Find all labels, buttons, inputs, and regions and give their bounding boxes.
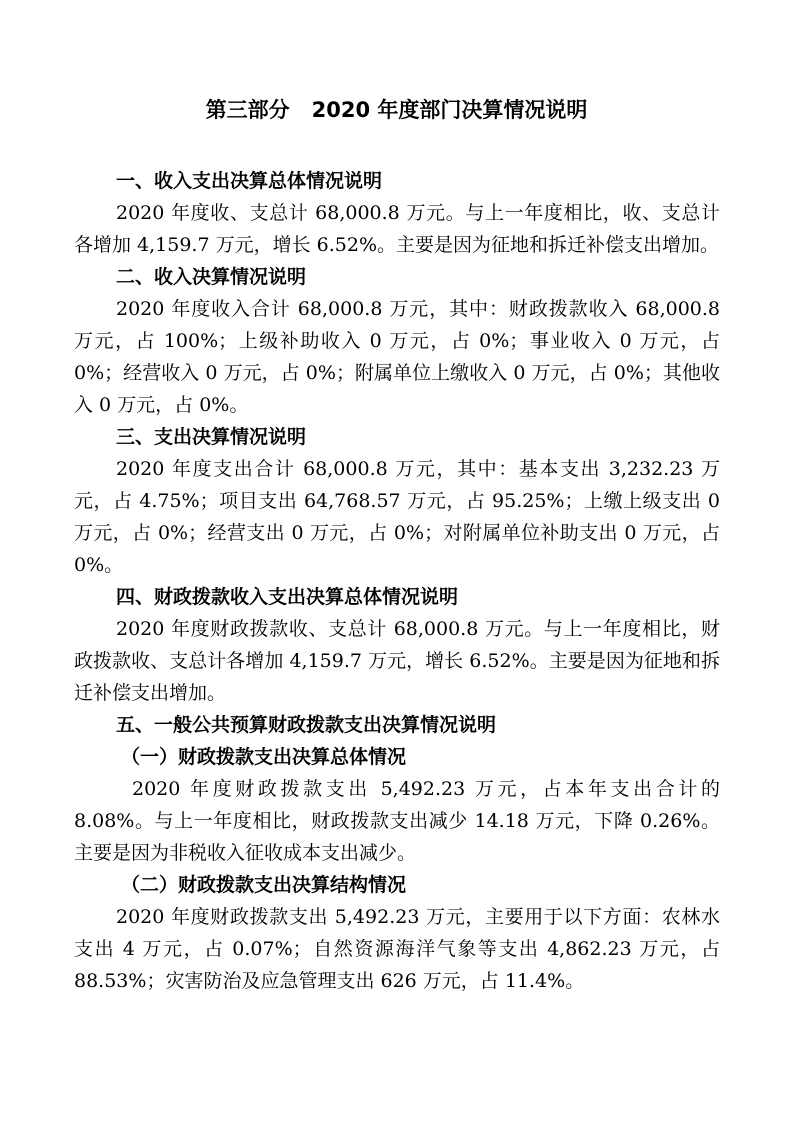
section-heading-1: 一、收入支出决算总体情况说明 [116,170,383,192]
subsection-paragraph-2: 2020 年度财政拨款支出 5,492.23 万元，主要用于以下方面：农林水支出 4 万元，占 0.07%；自然资源海洋气象等支出 4,862.23 万元，占 88.53%；灾害防治及应急管理支出 626 万元，占 11.4%。 [74,906,720,992]
section-heading-4: 四、财政拨款收入支出决算总体情况说明 [116,586,459,608]
section-heading-3: 三、支出决算情况说明 [116,426,307,448]
section-paragraph-2: 2020 年度收入合计 68,000.8 万元，其中：财政拨款收入 68,000.8 万元，占 100%；上级补助收入 0 万元，占 0%；事业收入 0 万元，占 0%；经营收入 0 万元，占 0%；附属单位上缴收入 0 万元，占 0%；其他收入 0 万元，占 0%。 [74,298,720,416]
section-paragraph-3: 2020 年度支出合计 68,000.8 万元，其中：基本支出 3,232.23 万元，占 4.75%；项目支出 64,768.57 万元，占 95.25%；上缴上级支出 0 万元，占 0%；经营支出 0 万元，占 0%；对附属单位补助支出 0 万元，占 0%。 [74,458,720,576]
page-title [0,95,793,125]
section-paragraph-4: 2020 年度财政拨款收、支总计 68,000.8 万元。与上一年度相比，财政拨款收、支总计各增加 4,159.7 万元，增长 6.52%。主要是因为征地和拆迁补偿支出增加。 [74,618,720,704]
subsection-heading-2: （二）财政拨款支出决算结构情况 [121,874,407,896]
section-heading-2: 二、收入决算情况说明 [116,266,307,288]
document-body [74,165,720,997]
subsection-heading-1: （一）财政拨款支出决算总体情况 [121,746,407,768]
title-part-label: 第三部分 [205,98,290,122]
section-heading-5: 五、一般公共预算财政拨款支出决算情况说明 [116,714,497,736]
subsection-paragraph-1: 2020 年度财政拨款支出 5,492.23 万元，占本年支出合计的 8.08%。与上一年度相比，财政拨款支出减少 14.18 万元，下降 0.26%。主要是因为非税收入征收成本支出减少。 [74,778,720,864]
section-paragraph-1: 2020 年度收、支总计 68,000.8 万元。与上一年度相比，收、支总计各增加 4,159.7 万元，增长 6.52%。主要是因为征地和拆迁补偿支出增加。 [74,202,720,256]
title-text: 2020 年度部门决算情况说明 [311,98,588,122]
